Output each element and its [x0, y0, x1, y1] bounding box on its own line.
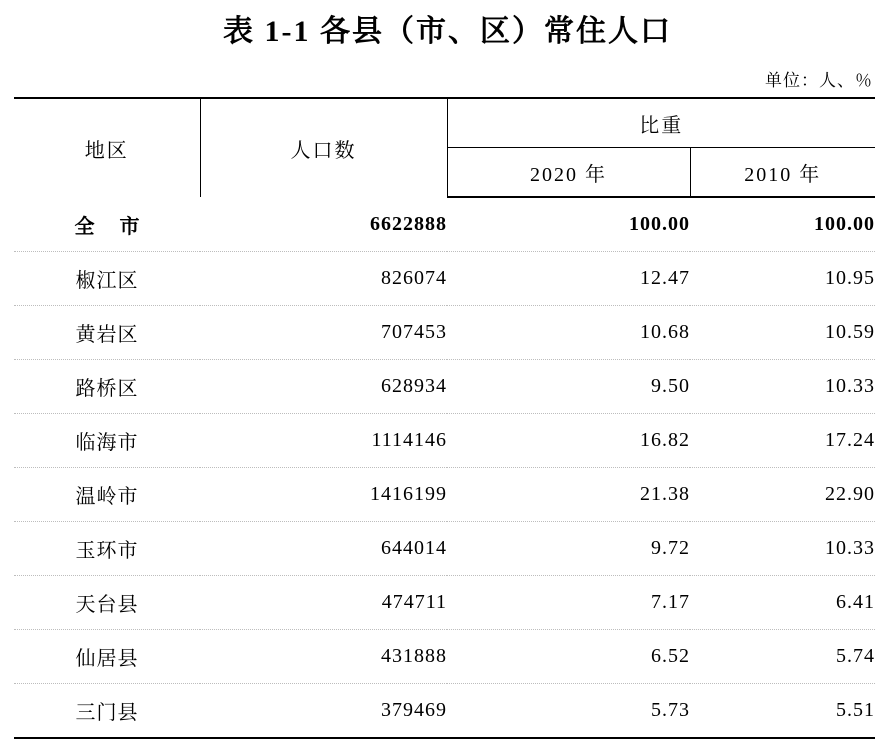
table-header-row-1	[14, 98, 875, 148]
header-region: 地区	[14, 98, 200, 197]
cell-share-2010: 10.33	[690, 522, 875, 576]
table-row	[14, 306, 875, 360]
unit-note: 单位：人、％	[765, 71, 873, 90]
rule-cell	[200, 738, 447, 739]
cell-region: 路桥区	[14, 360, 200, 414]
cell-region: 玉环市	[14, 522, 200, 576]
table-row	[14, 630, 875, 684]
cell-region: 椒江区	[14, 252, 200, 306]
cell-region: 三门县	[14, 684, 200, 739]
cell-population: 826074	[200, 252, 447, 306]
cell-share-2010: 10.33	[690, 360, 875, 414]
cell-share-2010: 6.41	[690, 576, 875, 630]
cell-region: 全 市	[14, 197, 200, 252]
table-row	[14, 414, 875, 468]
population-table	[14, 97, 875, 739]
cell-share-2010: 22.90	[690, 468, 875, 522]
header-year-2010: 2010 年	[690, 148, 875, 198]
header-population: 人口数	[200, 98, 447, 197]
cell-share-2020: 9.50	[447, 360, 690, 414]
table-row	[14, 576, 875, 630]
cell-share-2020: 10.68	[447, 306, 690, 360]
cell-share-2020: 7.17	[447, 576, 690, 630]
cell-population: 379469	[200, 684, 447, 739]
header-ratio: 比重	[447, 98, 875, 148]
table-row	[14, 197, 875, 252]
cell-share-2020: 16.82	[447, 414, 690, 468]
cell-share-2020: 100.00	[447, 197, 690, 252]
rule-cell	[690, 738, 875, 739]
cell-region: 黄岩区	[14, 306, 200, 360]
table-row	[14, 252, 875, 306]
table-row	[14, 468, 875, 522]
cell-share-2010: 5.74	[690, 630, 875, 684]
cell-population: 1416199	[200, 468, 447, 522]
cell-share-2020: 6.52	[447, 630, 690, 684]
table-row	[14, 684, 875, 739]
table-bottom-rule	[14, 738, 875, 739]
table-row	[14, 522, 875, 576]
cell-population: 628934	[200, 360, 447, 414]
cell-population: 707453	[200, 306, 447, 360]
cell-region: 临海市	[14, 414, 200, 468]
cell-share-2020: 12.47	[447, 252, 690, 306]
cell-share-2020: 21.38	[447, 468, 690, 522]
cell-share-2010: 100.00	[690, 197, 875, 252]
cell-share-2010: 10.59	[690, 306, 875, 360]
cell-population: 644014	[200, 522, 447, 576]
cell-share-2010: 17.24	[690, 414, 875, 468]
cell-population: 431888	[200, 630, 447, 684]
cell-region: 温岭市	[14, 468, 200, 522]
rule-cell	[447, 738, 690, 739]
cell-population: 6622888	[200, 197, 447, 252]
cell-population: 1114146	[200, 414, 447, 468]
cell-share-2020: 5.73	[447, 684, 690, 739]
page-title: 表 1-1 各县（市、区）常住人口	[223, 15, 672, 48]
cell-share-2010: 10.95	[690, 252, 875, 306]
header-year-2020: 2020 年	[447, 148, 690, 198]
cell-population: 474711	[200, 576, 447, 630]
cell-region: 仙居县	[14, 630, 200, 684]
cell-share-2020: 9.72	[447, 522, 690, 576]
cell-share-2010: 5.51	[690, 684, 875, 739]
cell-region: 天台县	[14, 576, 200, 630]
table-row	[14, 360, 875, 414]
rule-cell	[14, 738, 200, 739]
